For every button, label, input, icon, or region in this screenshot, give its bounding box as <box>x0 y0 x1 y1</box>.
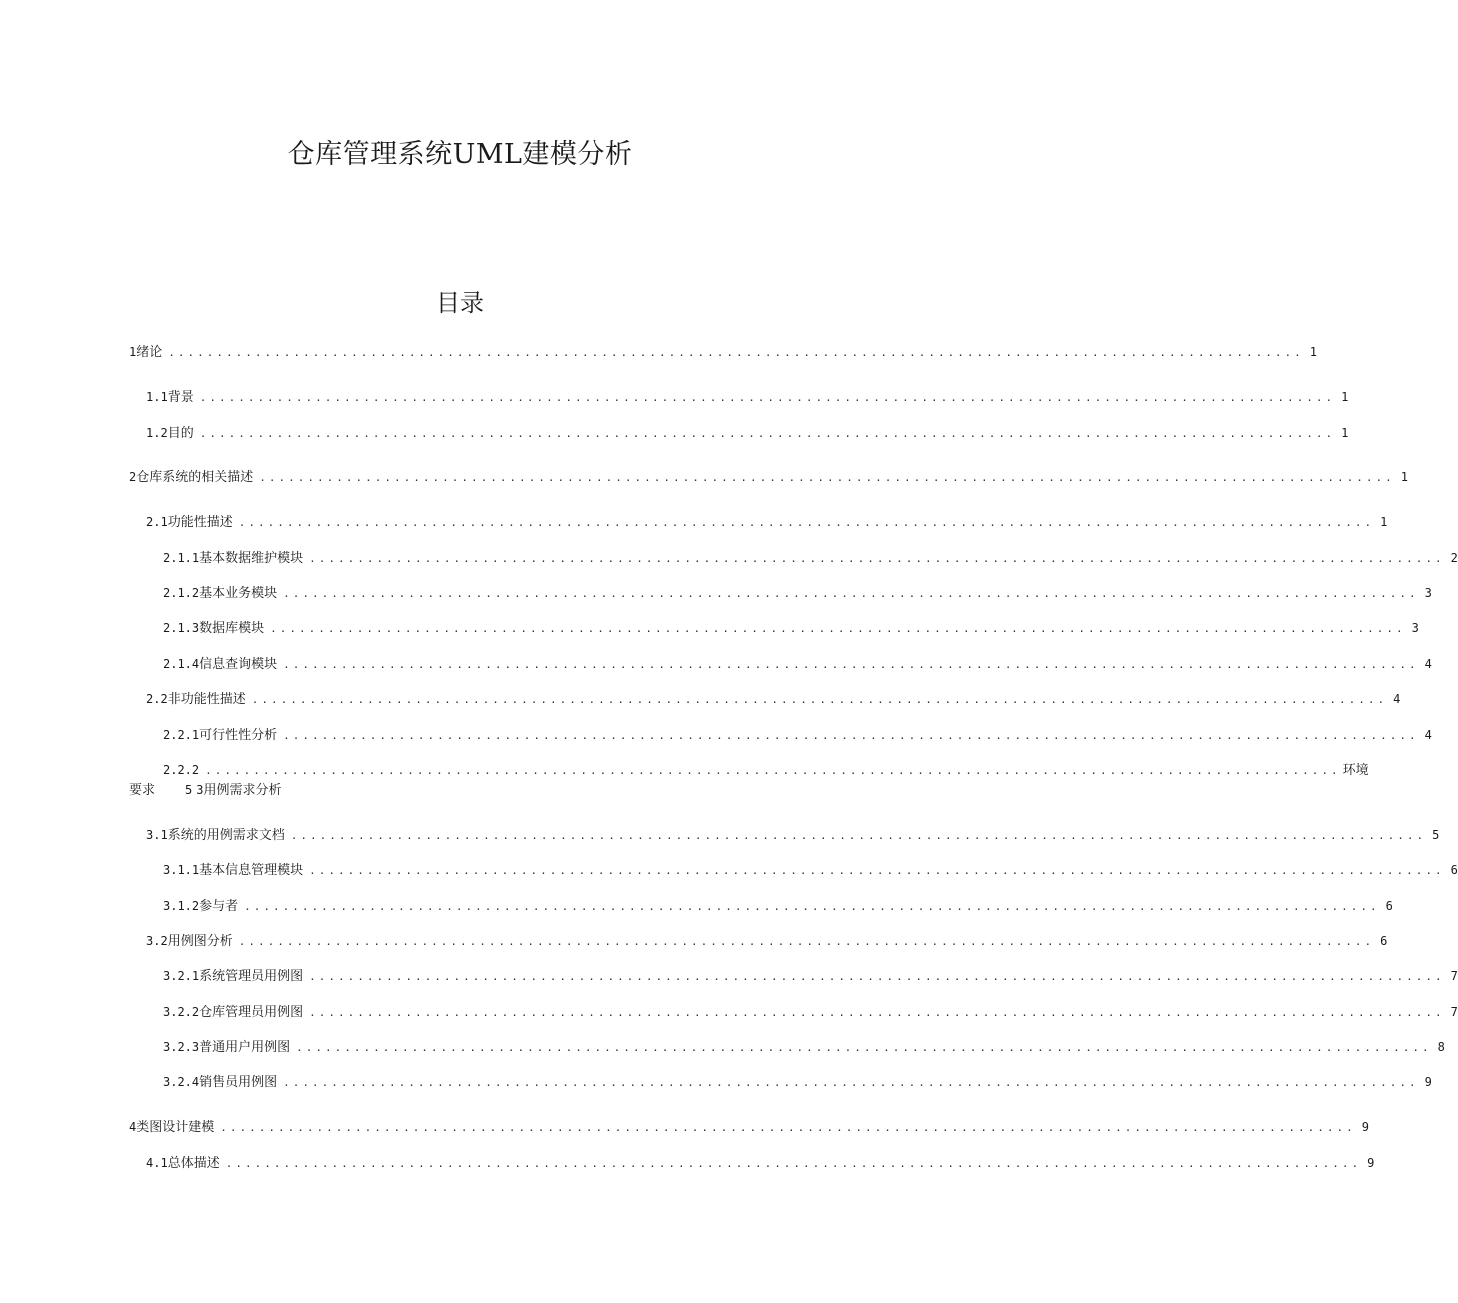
toc-entry[interactable] <box>146 422 1349 444</box>
toc-entry-label: 系统的用例需求文档 <box>167 828 285 843</box>
toc-entry-page: 1 <box>1400 470 1408 484</box>
toc-entry[interactable] <box>163 1071 1432 1093</box>
toc-entry-number: 2.2.2 <box>163 763 200 777</box>
toc-entry-number: 3.1.2 <box>163 899 200 913</box>
toc-entry-number: 2.1.2 <box>163 586 200 600</box>
toc-entry[interactable] <box>146 930 1388 952</box>
toc-entry-page: 9 <box>1367 1156 1375 1170</box>
dot-leader: ...................................................................................................................... <box>220 1121 1356 1134</box>
toc-entry[interactable] <box>129 466 1408 488</box>
toc-entry-page: 1 <box>1309 345 1317 359</box>
toc-entry[interactable] <box>163 759 1369 781</box>
dot-leader: ...................................................................................................................... <box>199 391 1336 404</box>
dot-leader: ...................................................................................................................... <box>270 622 1406 635</box>
toc-entry-label: 基本业务模块 <box>199 586 278 601</box>
toc-entry-page: 4 <box>1393 692 1401 706</box>
dot-leader: ...................................................................................................................... <box>283 587 1419 600</box>
toc-entry[interactable] <box>146 511 1388 533</box>
toc-entry-label: 功能性描述 <box>167 515 233 530</box>
toc-entry-number: 1.1 <box>146 390 168 404</box>
dot-leader: ...................................................................................................................... <box>259 471 1395 484</box>
toc-entry-page: 7 <box>1450 1005 1458 1019</box>
toc-entry-number: 1.2 <box>146 426 168 440</box>
toc-entry[interactable] <box>146 386 1349 408</box>
toc-entry-label: 用例需求分析 <box>203 783 282 798</box>
toc-entry-label: 目的 <box>167 426 194 441</box>
toc-entry-label: 绪论 <box>136 345 163 360</box>
toc-entry-label: 数据库模块 <box>199 621 265 636</box>
toc-entry[interactable] <box>163 582 1432 604</box>
toc-entry[interactable] <box>163 617 1419 639</box>
toc-entry-label: 环境 <box>1342 763 1369 778</box>
dot-leader: ...................................................................................................................... <box>309 1006 1445 1019</box>
dot-leader: ...................................................................................................................... <box>309 864 1445 877</box>
toc-entry-label: 类图设计建模 <box>136 1120 215 1135</box>
dot-leader: ...................................................................................................................... <box>225 1157 1362 1170</box>
toc-wrapped-line[interactable] <box>129 779 282 798</box>
dot-leader: ...................................................................................................................... <box>244 900 1380 913</box>
toc-entry[interactable] <box>163 1036 1445 1058</box>
document-title: 仓库管理系统UML建模分析 <box>287 139 633 170</box>
dot-leader: ...................................................................................................................... <box>238 516 1375 529</box>
toc-entry-page: 6 <box>1450 863 1458 877</box>
toc-entry-page: 8 <box>1437 1040 1445 1054</box>
toc-entry[interactable] <box>163 895 1393 917</box>
toc-entry-number: 3.2.4 <box>163 1075 200 1089</box>
toc-entry-label: 用例图分析 <box>167 934 233 949</box>
toc-entry-label: 基本信息管理模块 <box>199 863 304 878</box>
dot-leader: ...................................................................................................................... <box>205 764 1341 777</box>
dot-leader: ...................................................................................................................... <box>199 427 1336 440</box>
toc-entry-number: 3.2.1 <box>163 969 200 983</box>
dot-leader: ...................................................................................................................... <box>309 970 1445 983</box>
toc-entry-number: 4.1 <box>146 1156 168 1170</box>
toc-entry-page: 5 <box>1432 828 1440 842</box>
toc-entry[interactable] <box>163 547 1458 569</box>
toc-entry[interactable] <box>163 724 1432 746</box>
toc-entry[interactable] <box>146 1152 1375 1174</box>
toc-entry-page: 1 <box>1341 390 1349 404</box>
toc-entry[interactable] <box>163 859 1458 881</box>
toc-entry-page: 1 <box>1341 426 1349 440</box>
dot-leader: ...................................................................................................................... <box>283 1076 1419 1089</box>
dot-leader: ...................................................................................................................... <box>238 935 1375 948</box>
toc-entry-label: 可行性性分析 <box>199 728 278 743</box>
toc-entry-number: 2.2.1 <box>163 728 200 742</box>
toc-entry-label: 普通用户用例图 <box>199 1040 291 1055</box>
dot-leader: ...................................................................................................................... <box>309 552 1445 565</box>
toc-entry-label: 背景 <box>167 390 194 405</box>
toc-entry[interactable] <box>146 688 1401 710</box>
toc-entry-number: 3.2.3 <box>163 1040 200 1054</box>
dot-leader: ...................................................................................................................... <box>296 1041 1432 1054</box>
dot-leader: ...................................................................................................................... <box>168 346 1304 359</box>
toc-heading: 目录 <box>436 289 484 317</box>
toc-entry-number: 2.1.4 <box>163 657 200 671</box>
toc-entry-page: 6 <box>1380 934 1388 948</box>
toc-entry[interactable] <box>163 653 1432 675</box>
toc-entry-label: 仓库管理员用例图 <box>199 1005 304 1020</box>
toc-entry-page: 9 <box>1361 1120 1369 1134</box>
toc-entry[interactable] <box>129 1116 1369 1138</box>
toc-entry-number: 3 <box>196 783 204 797</box>
toc-entry-page: 5 <box>185 783 193 797</box>
toc-entry-number: 3.1 <box>146 828 168 842</box>
toc-entry-page: 9 <box>1424 1075 1432 1089</box>
toc-entry[interactable] <box>146 824 1440 846</box>
dot-leader: ...................................................................................................................... <box>283 729 1419 742</box>
toc-entry-page: 6 <box>1385 899 1393 913</box>
toc-entry-page: 7 <box>1450 969 1458 983</box>
toc-entry-label: 销售员用例图 <box>199 1075 278 1090</box>
toc-entry[interactable] <box>163 965 1458 987</box>
toc-entry-label: 仓库系统的相关描述 <box>136 470 254 485</box>
toc-entry-number: 3.2.2 <box>163 1005 200 1019</box>
toc-entry-number: 4 <box>129 1120 137 1134</box>
toc-wrap-text: 要求 <box>129 783 156 798</box>
toc-entry-label: 系统管理员用例图 <box>199 969 304 984</box>
toc-entry-page: 4 <box>1424 728 1432 742</box>
dot-leader: ...................................................................................................................... <box>283 658 1419 671</box>
toc-entry-page: 3 <box>1411 621 1419 635</box>
toc-entry[interactable] <box>163 1001 1458 1023</box>
toc-entry-page: 1 <box>1380 515 1388 529</box>
toc-entry-page: 2 <box>1450 551 1458 565</box>
toc-entry-number: 2.1 <box>146 515 168 529</box>
toc-entry-number: 3.2 <box>146 934 168 948</box>
toc-entry-page: 3 <box>1424 586 1432 600</box>
toc-entry-number: 2.1.3 <box>163 621 200 635</box>
toc-entry-number: 2.1.1 <box>163 551 200 565</box>
toc-entry-label: 参与者 <box>199 899 239 914</box>
toc-entry-label: 信息查询模块 <box>199 657 278 672</box>
toc-entry-page: 4 <box>1424 657 1432 671</box>
toc-entry-number: 2 <box>129 470 137 484</box>
dot-leader: ...................................................................................................................... <box>290 829 1427 842</box>
toc-entry-number: 3.1.1 <box>163 863 200 877</box>
toc-entry-number: 1 <box>129 345 137 359</box>
toc-entry-label: 非功能性描述 <box>167 692 246 707</box>
dot-leader: ...................................................................................................................... <box>251 693 1388 706</box>
toc-entry-number: 2.2 <box>146 692 168 706</box>
toc-entry-label: 基本数据维护模块 <box>199 551 304 566</box>
toc-entry[interactable] <box>129 341 1317 363</box>
toc-entry-label: 总体描述 <box>167 1156 220 1171</box>
